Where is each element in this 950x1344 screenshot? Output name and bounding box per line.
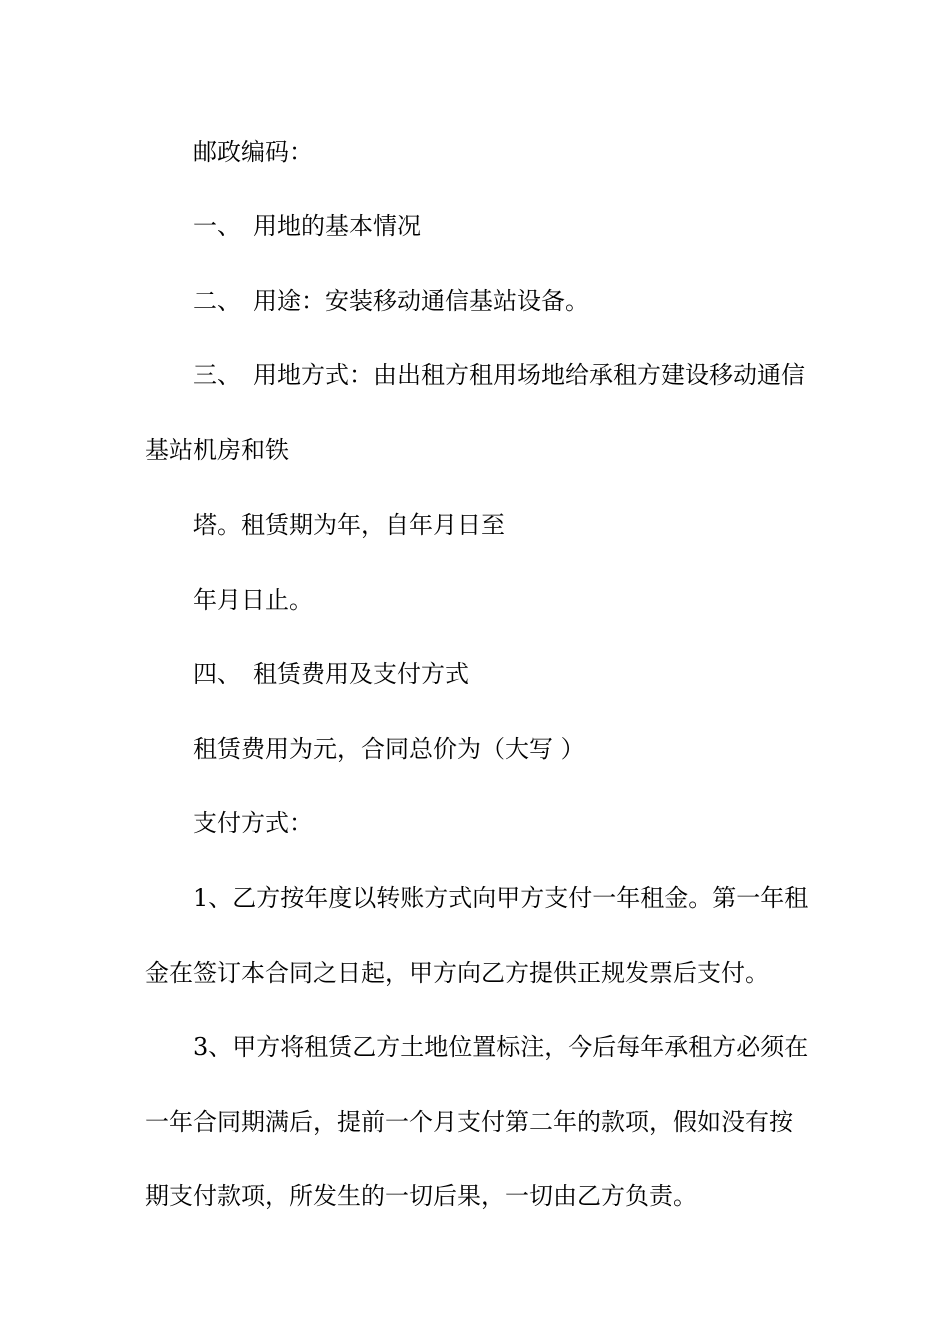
section-1-title: 用地的基本情况 — [253, 212, 421, 240]
section-3-line-1 — [193, 360, 815, 390]
fee-text: 租赁费用为元，合同总价为（大写 ） — [193, 735, 585, 763]
item-1-line-1: 1、乙方按年度以转账方式向甲方支付一年租金。第一年租 — [193, 884, 809, 912]
section-3-line-4: 年月日止。 — [193, 586, 313, 614]
item-3-line-1: 3、甲方将租赁乙方土地位置标注，今后每年承租方必须在 — [193, 1033, 809, 1061]
section-1-heading — [193, 211, 815, 241]
section-3-line-2: 基站机房和铁 — [145, 436, 289, 464]
item-3-line-3: 期支付款项，所发生的一切后果，一切由乙方负责。 — [145, 1182, 697, 1210]
payment-method-label: 支付方式： — [193, 809, 313, 837]
section-3-line-3: 塔。租赁期为年，自年月日至 — [193, 511, 505, 539]
section-4-number: 四、 — [193, 660, 241, 688]
section-2-heading — [193, 286, 815, 316]
section-1-number: 一、 — [193, 212, 241, 240]
section-2-title: 用途：安装移动通信基站设备。 — [253, 287, 589, 315]
item-1-line-2: 金在签订本合同之日起，甲方向乙方提供正规发票后支付。 — [145, 959, 769, 987]
postal-code-label: 邮政编码： — [193, 138, 313, 166]
section-3-number: 三、 — [193, 361, 241, 389]
section-3-text: 用地方式：由出租方租用场地给承租方建设移动通信 — [253, 361, 805, 389]
section-4-heading — [193, 659, 815, 689]
item-3-line-2: 一年合同期满后，提前一个月支付第二年的款项，假如没有按 — [145, 1108, 793, 1136]
section-4-title: 租赁费用及支付方式 — [253, 660, 469, 688]
section-2-number: 二、 — [193, 287, 241, 315]
